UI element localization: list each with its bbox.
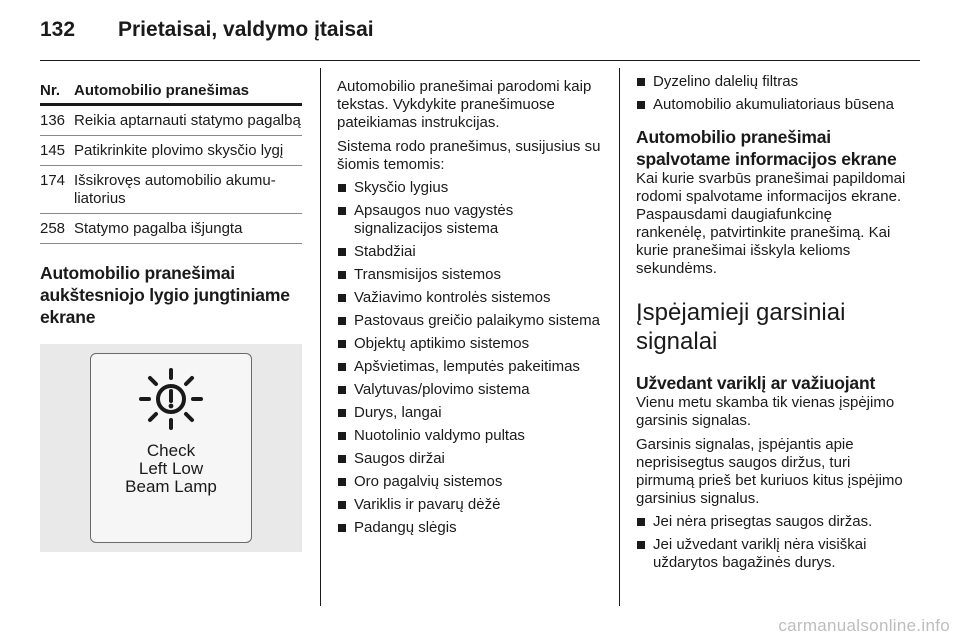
- topics-list: [337, 179, 605, 537]
- list-item: Stabdžiai: [337, 243, 605, 261]
- list-item: Padangų slėgis: [337, 519, 605, 537]
- display-line-2: Left Low: [138, 459, 204, 478]
- list-item: Oro pagalvių sistemos: [337, 473, 605, 491]
- list-item: Variklis ir pavarų dėžė: [337, 496, 605, 514]
- list-item: Saugos diržai: [337, 450, 605, 468]
- list-item: Važiavimo kontrolės sistemos: [337, 289, 605, 307]
- starting-list: [636, 513, 906, 572]
- list-item: Valytuvas/plovimo sistema: [337, 381, 605, 399]
- topics-list-continued: [636, 73, 906, 114]
- column-left: [40, 68, 302, 552]
- header-divider: [40, 60, 920, 61]
- topics-intro: Sistema rodo pranešimus, susijusius su šiomis temomis:: [337, 138, 601, 173]
- table-col-message: Automobilio pranešimas: [74, 82, 250, 99]
- table-cell-nr: 258: [40, 220, 66, 237]
- display-line-3: Beam Lamp: [125, 477, 217, 496]
- column-divider-2: [619, 68, 620, 606]
- list-item: Nuotolinio valdymo pultas: [337, 427, 605, 445]
- table-row: [40, 166, 302, 214]
- list-item: Skysčio lygius: [337, 179, 605, 197]
- page-number: 132: [40, 18, 76, 41]
- table-cell-nr: 174: [40, 172, 66, 189]
- section-heading-color-display: Automobilio pranešimai spalvotame informacijos ekrane: [636, 127, 897, 169]
- display-panel: [90, 353, 252, 543]
- starting-paragraph-1: Vienu metu skamba tik vienas įspėjimo garsinis signalas.: [636, 394, 895, 429]
- low-beam-lamp-warning-icon: [135, 368, 207, 430]
- table-row: [40, 106, 302, 136]
- table-col-nr: Nr.: [40, 82, 61, 99]
- table-row: [40, 214, 302, 244]
- list-item: Dyzelino dalelių filtras: [636, 73, 906, 91]
- list-item: Apsaugos nuo vagystės signalizacijos sistema: [337, 202, 605, 238]
- page-header: [40, 18, 374, 48]
- column-divider-1: [320, 68, 321, 606]
- table-cell-text: Statymo pagalba išjungta: [74, 220, 243, 237]
- subsection-heading-starting: Užvedant variklį ar važiuojant: [636, 373, 876, 393]
- list-item: Transmisijos sistemos: [337, 266, 605, 284]
- list-item: Apšvietimas, lemputės pakeitimas: [337, 358, 605, 376]
- color-display-paragraph: Kai kurie svarbūs pranešimai papildomai rodomi spalvotame informacijos ekrane. Paspausdami daugiafunkcinę rankenėlę, patvirtinkite pranešimą. Kai kurie pranešimai išskyla kelioms sekundėms.: [636, 170, 906, 277]
- list-item: Jei nėra prisegtas saugos diržas.: [636, 513, 906, 531]
- display-line-1: Check: [146, 441, 196, 460]
- table-cell-nr: 145: [40, 142, 66, 159]
- list-item: Pastovaus greičio palaikymo sistema: [337, 312, 605, 330]
- list-item: Automobilio akumuliatoriaus būsena: [636, 96, 906, 114]
- intro-paragraph: Automobilio pranešimai parodomi kaip tekstas. Vykdykite pranešimuose pateikiamas instrukcijas.: [337, 78, 592, 131]
- section-heading-upper-display: Automobilio pranešimai aukštesniojo lygio jungtiniame ekrane: [40, 263, 290, 327]
- list-item: Durys, langai: [337, 404, 605, 422]
- table-cell-text: Išsikrovęs automobilio akumu-liatorius: [74, 172, 276, 207]
- list-item: Objektų aptikimo sistemos: [337, 335, 605, 353]
- column-middle: [337, 68, 605, 537]
- page-title: Prietaisai, valdymo įtaisai: [118, 18, 374, 41]
- starting-paragraph-2: Garsinis signalas, įspėjantis apie neprisisegtus saugos diržus, turi pirmumą prieš bet kuriuos kitus įspėjimo garsinius signalus.: [636, 436, 903, 507]
- display-message: [125, 442, 217, 496]
- table-header: [40, 68, 302, 106]
- table-cell-text: Patikrinkite plovimo skysčio lygį: [74, 142, 284, 159]
- list-item: Jei užvedant variklį nėra visiškai uždarytos bagažinės durys.: [636, 536, 906, 572]
- display-illustration: [40, 344, 302, 552]
- table-cell-nr: 136: [40, 112, 66, 129]
- table-cell-text: Reikia aptarnauti statymo pagalbą: [74, 112, 301, 129]
- table-row: [40, 136, 302, 166]
- section-heading-warning-chimes: Įspėjamieji garsiniai signalai: [636, 299, 846, 355]
- watermark: carmanualsonline.info: [778, 616, 950, 635]
- column-right: [636, 68, 906, 572]
